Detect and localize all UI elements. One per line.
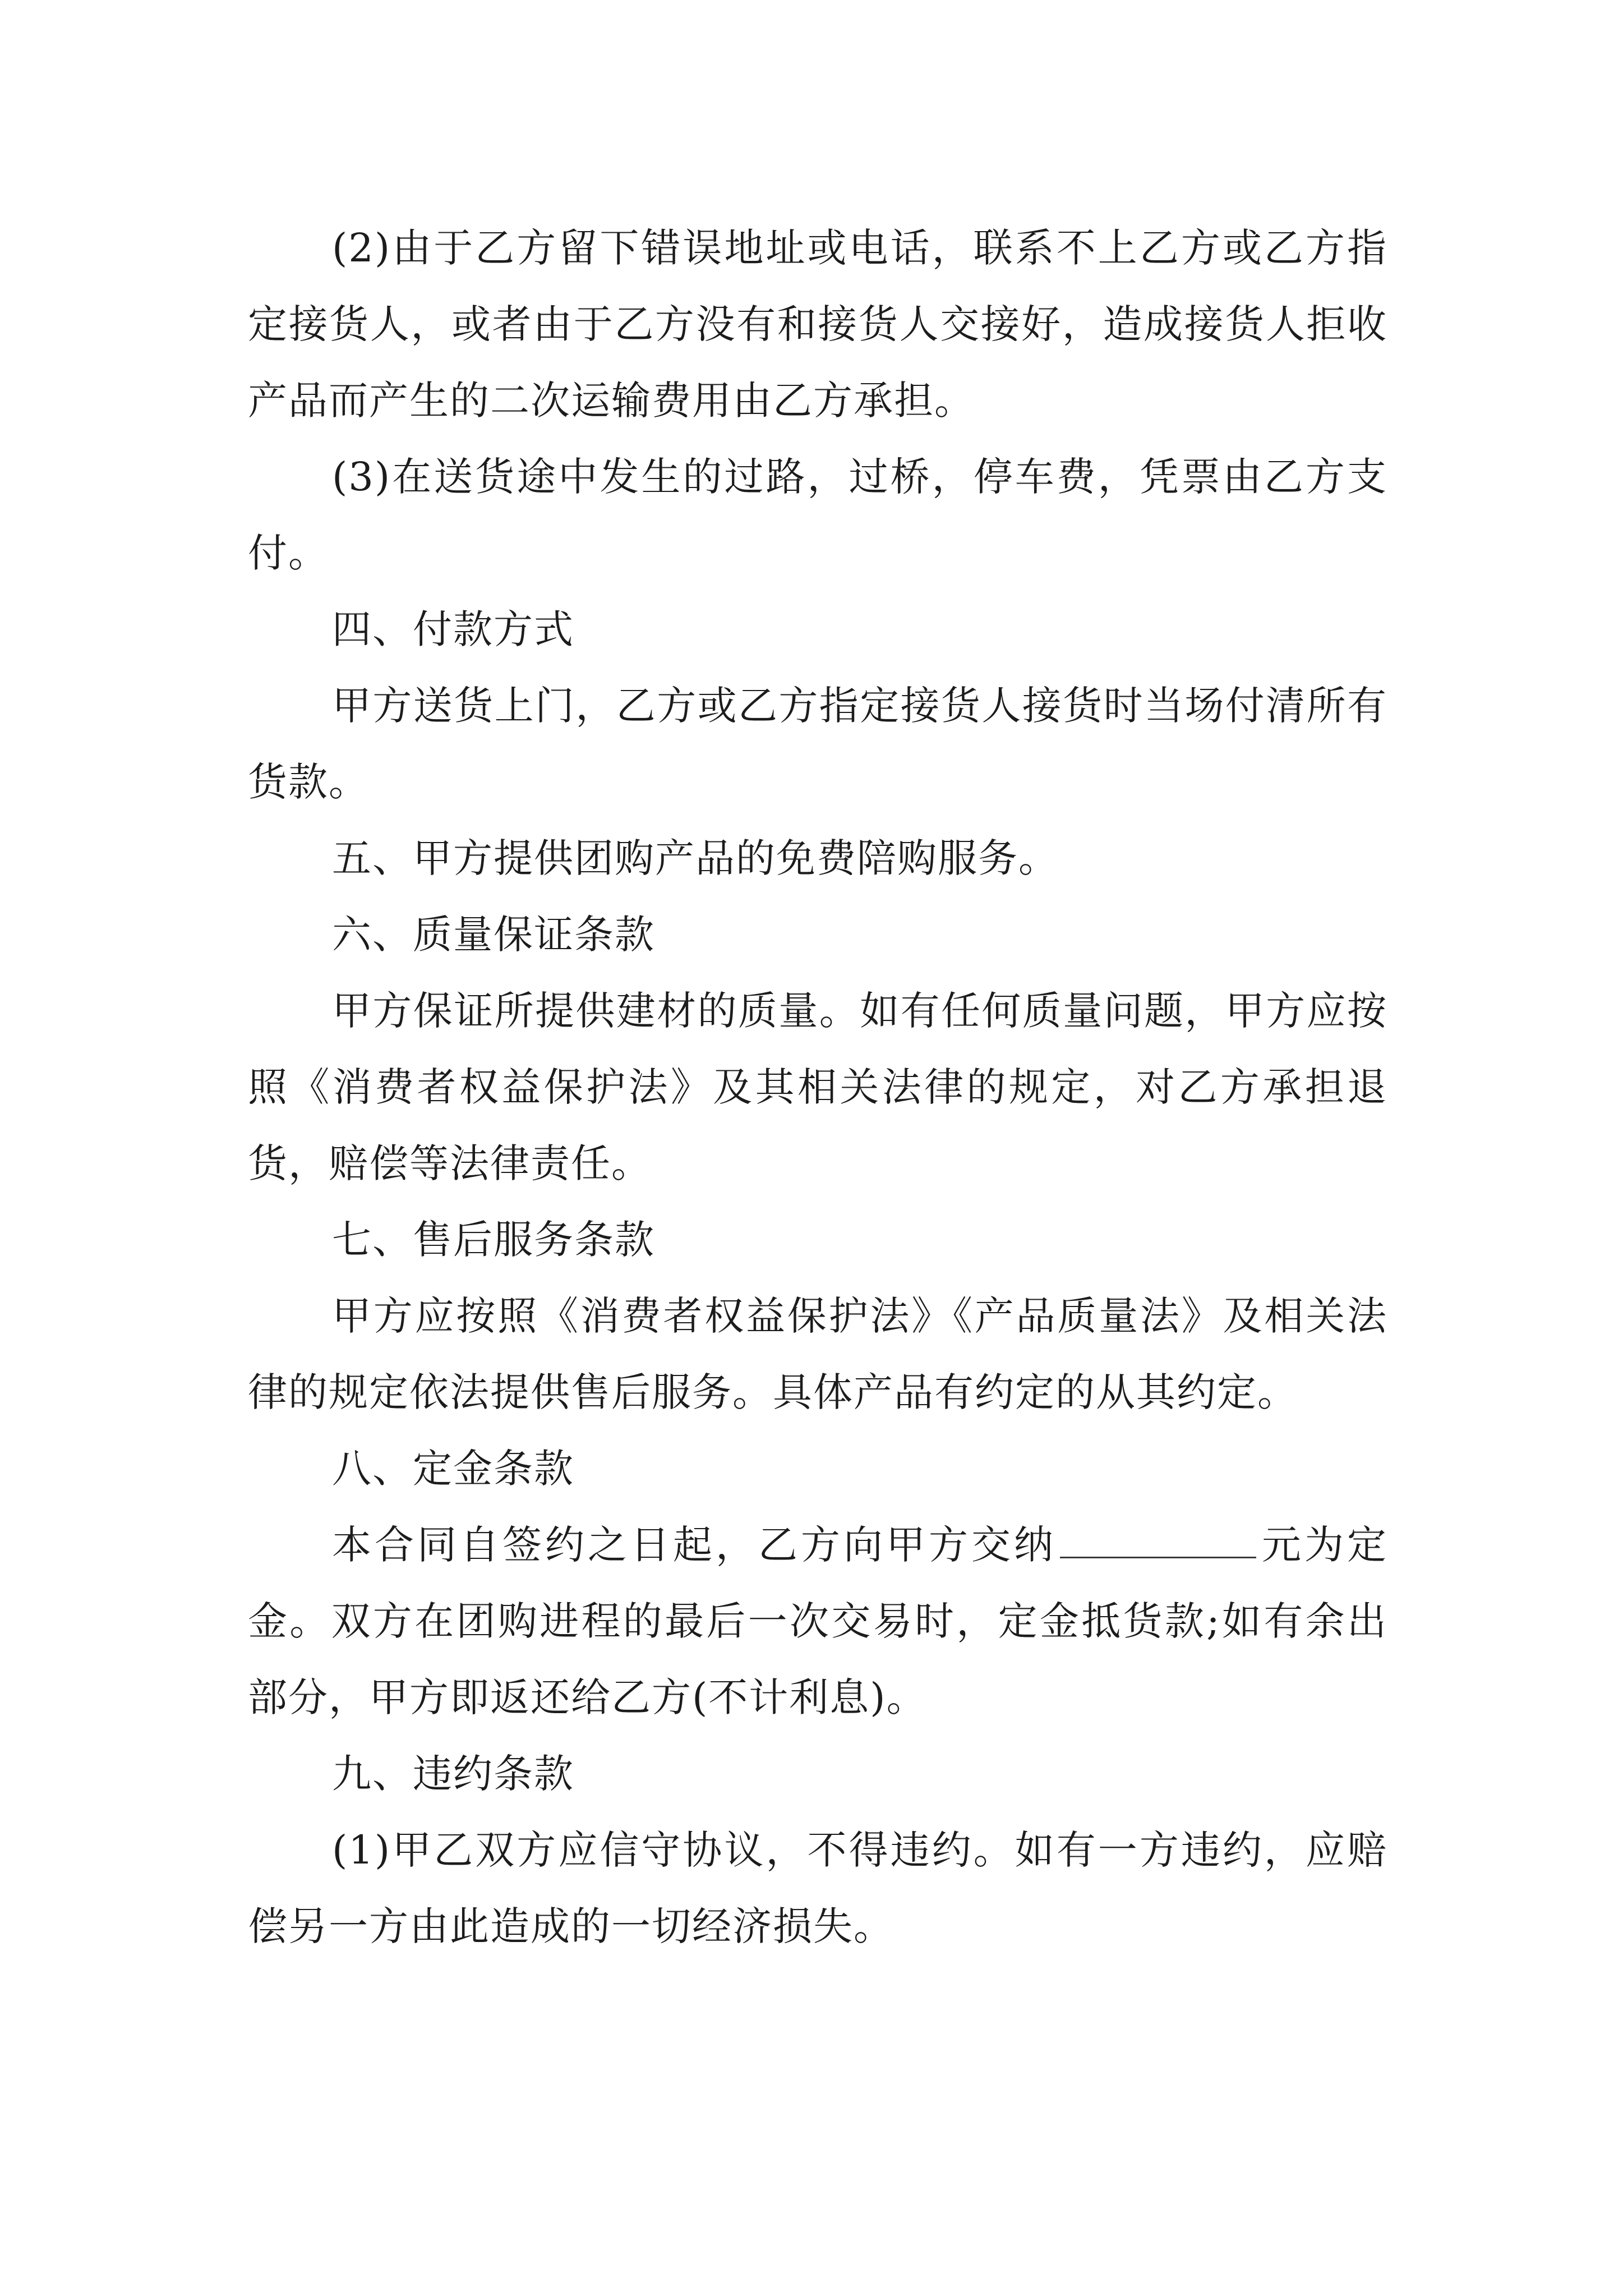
section-heading-quality: 六、质量保证条款 xyxy=(332,912,655,958)
quality-terms: 甲方保证所提供建材的质量。如有任何质量问题，甲方应按照《消费者权益保护法》及其相关法律的规定，对乙方承担退货，赔偿等法律责任。 xyxy=(248,988,1387,1186)
deposit-terms-before: 本合同自签约之日起，乙方向甲方交纳 xyxy=(332,1522,1057,1568)
clause-2-wrong-address: (2)由于乙方留下错误地址或电话，联系不上乙方或乙方指定接货人，或者由于乙方没有和接货人交接好，造成接货人拒收产品而产生的二次运输费用由乙方承担。 xyxy=(248,225,1387,424)
payment-terms: 甲方送货上门，乙方或乙方指定接货人接货时当场付清所有货款。 xyxy=(248,683,1387,805)
section-heading-after-sales: 七、售后服务条款 xyxy=(332,1217,655,1263)
section-heading-free-service: 五、甲方提供团购产品的免费陪购服务。 xyxy=(332,835,1059,881)
deposit-terms xyxy=(248,1507,1387,1736)
contract-body xyxy=(248,210,1387,1964)
deposit-terms-after: 元为定金。双方在团购进程的最后一次交易时，定金抵货款;如有余出部分，甲方即返还给乙方(不计利息)。 xyxy=(248,1522,1387,1720)
after-sales-terms: 甲方应按照《消费者权益保护法》《产品质量法》及相关法律的规定依法提供售后服务。具体产品有约定的从其约定。 xyxy=(248,1293,1387,1415)
clause-3-road-fees: (3)在送货途中发生的过路，过桥，停车费，凭票由乙方支付。 xyxy=(248,454,1387,576)
section-heading-deposit: 八、定金条款 xyxy=(332,1446,574,1492)
deposit-amount-blank[interactable] xyxy=(1060,1522,1256,1558)
section-heading-payment: 四、付款方式 xyxy=(332,606,574,652)
breach-clause-1: (1)甲乙双方应信守协议，不得违约。如有一方违约，应赔偿另一方由此造成的一切经济损失。 xyxy=(248,1827,1387,1949)
section-heading-breach: 九、违约条款 xyxy=(332,1751,574,1797)
